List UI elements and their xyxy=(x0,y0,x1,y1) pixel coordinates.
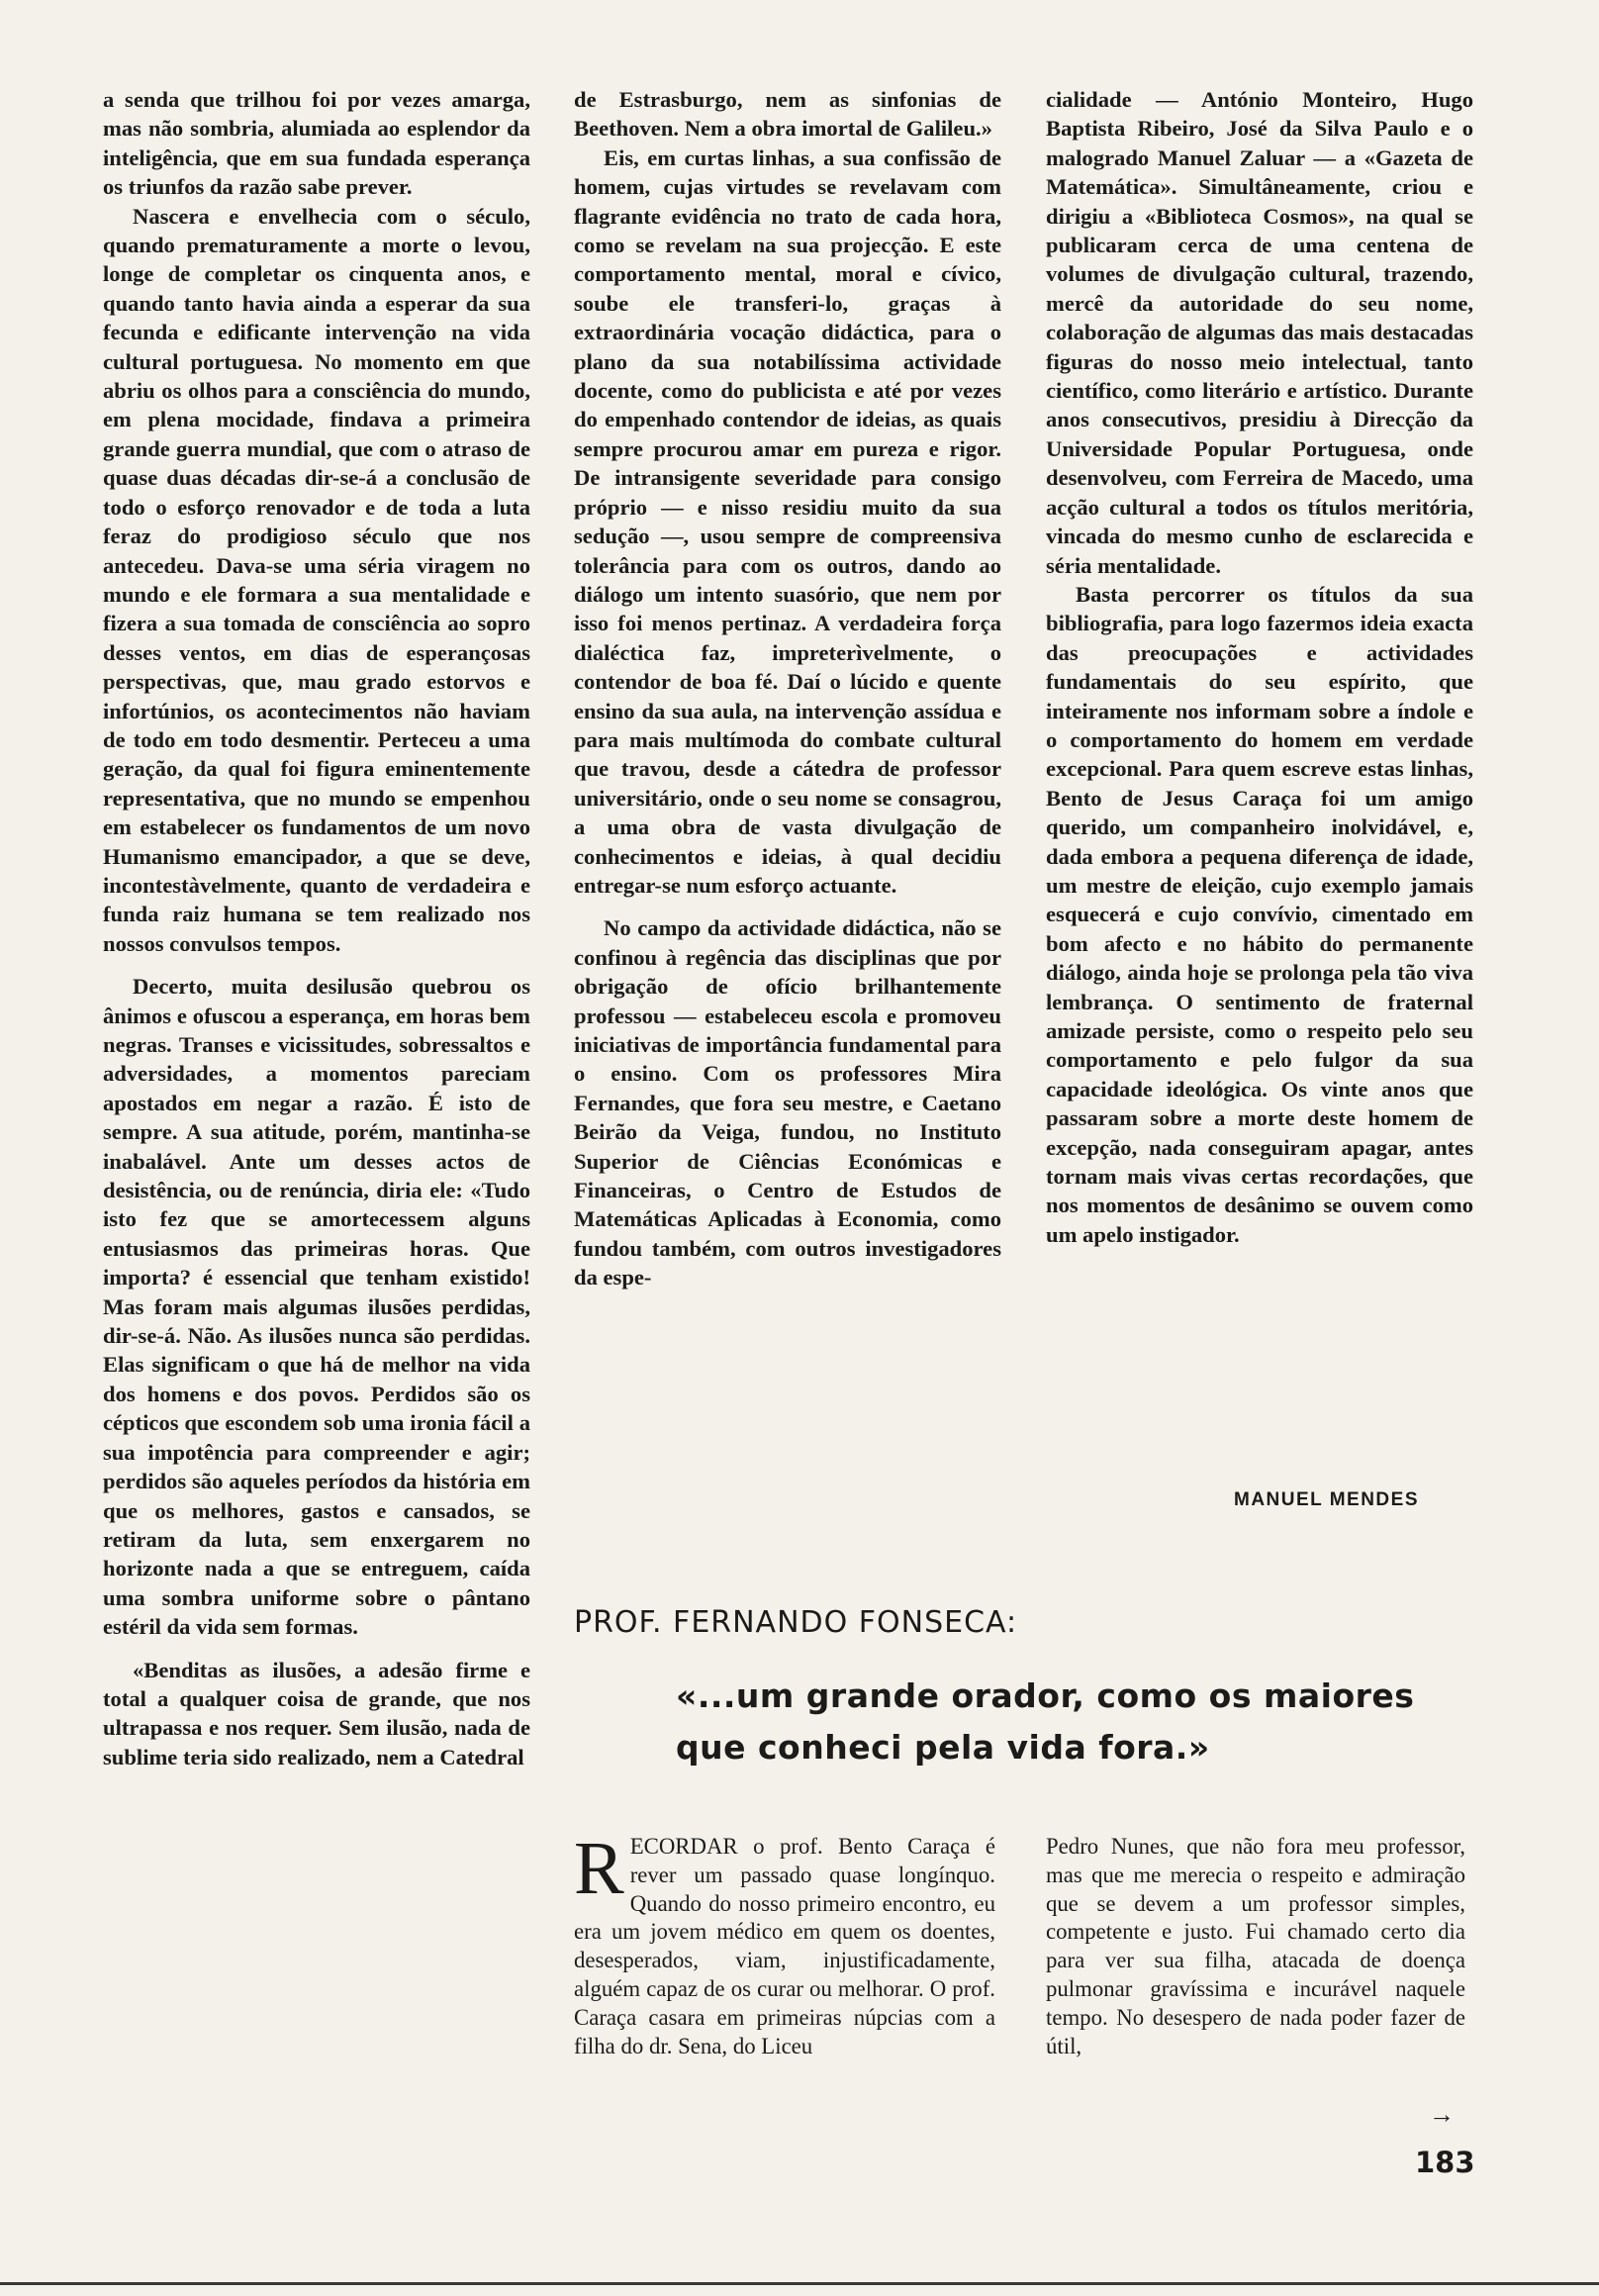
paragraph: Eis, em curtas linhas, a sua confissão de homem, cujas virtudes se revelavam com flagrante evidência no trato de cada hora, como se revelam na sua projecção. E este comportamento mental, moral e cívico, soube ele transferi-lo, graças à extraordinária vocação didáctica, para o plano da sua notabilíssima actividade docente, como do publicista e até por vezes do empenhado contendor de ideias, as quais sempre procurou amar em pureza e rigor. De intransigente severidade para consigo próprio — e nisso residiu muito da sua sedução —, usou sempre de compreensiva tolerância para com os outros, dando ao diálogo um intento suasório, que nem por isso foi menos pertinaz. A verdadeira força dialéctica faz, impreterìvelmente, o contendor de boa fé. Daí o lúcido e quente ensino da sua aula, na intervenção assídua e para mais multímoda do combate cultural que travou, desde a cátedra de professor universitário, onde o seu nome se consagrou, a uma obra de vasta divulgação de conhecimentos e ideias, à qual decidiu entregar-se num esforço actuante. xyxy=(574,144,1001,898)
article-column-2 xyxy=(574,85,1001,1292)
section-kicker: PROF. FERNANDO FONSECA: xyxy=(574,1605,1018,1640)
page-number: 183 xyxy=(1415,2146,1475,2179)
paragraph: Nascera e envelhecia com o século, quando prematuramente a morte o levou, longe de completar os cinquenta anos, e quando tanto havia ainda a esperar da sua fecunda e edificante intervenção na vida cultural portuguesa. No momento em que abriu os olhos para a consciência do mundo, em plena mocidade, findava a primeira grande guerra mundial, que com o atraso de quase duas décadas dir-se-á a conclusão de todo o esforço renovador e de toda a luta feraz do prodigioso século que nos antecedeu. Dava-se uma séria viragem no mundo e ele formara a sua mentalidade e fizera a sua tomada de consciência ao sopro desses ventos, em dias de esperançosas perspectivas, que, mau grado estorvos e infortúnios, os acontecimentos não haviam de todo em todo desmentir. Perteceu a uma geração, da qual foi figura eminentemente representativa, que no mundo se empenhou em estabelecer os fundamentos de um novo Humanismo emancipador, a que se deve, incontestàvelmente, quanto de verdadeira e funda raiz humana se tem realizado nos nossos convulsos tempos. xyxy=(103,203,530,956)
continue-arrow-icon: → xyxy=(1429,2100,1455,2129)
author-signature: MANUEL MENDES xyxy=(1234,1489,1419,1510)
paragraph: «Benditas as ilusões, a adesão firme e total a qualquer coisa de grande, que nos ultrapassa e nos requer. Sem ilusão, nada de sublime teria sido realizado, nem a Catedral xyxy=(103,1657,530,1770)
paragraph: Pedro Nunes, que não fora meu professor, mas que me merecia o respeito e admiração que se devem a um professor simples, competente e justo. Fui chamado certo dia para ver sua filha, atacada de doença pulmonar gravíssima e incurável naquele tempo. No desespero de nada poder fazer de útil, xyxy=(1046,1834,1465,2058)
article-column-1 xyxy=(103,85,530,1771)
pull-quote-line: «...um grande orador, como os maiores xyxy=(676,1676,1415,1715)
paragraph: cialidade — António Monteiro, Hugo Baptista Ribeiro, José da Silva Paulo e o malogrado Manuel Zaluar — a «Gazeta de Matemática». Simultâneamente, criou e dirigiu a «Biblioteca Cosmos», na qual se publicaram cerca de uma centena de volumes de divulgação cultural, trazendo, mercê da autoridade do seu nome, colaboração de algumas das mais destacadas figuras do nosso meio intelectual, tanto científico, como literário e artístico. Durante anos consecutivos, presidiu à Direcção da Universidade Popular Portuguesa, onde desenvolveu, com Ferreira de Macedo, uma acção cultural a todos os títulos meritória, vincada do mesmo cunho de esclarecida e séria mentalidade. xyxy=(1046,87,1473,578)
article-column-3 xyxy=(1046,85,1473,1249)
pull-quote-title xyxy=(676,1671,1428,1773)
drop-cap: R xyxy=(574,1827,624,1910)
paragraph: de Estrasburgo, nem as sinfonias de Beethoven. Nem a obra imortal de Galileu.» xyxy=(574,87,1001,142)
paragraph xyxy=(574,1827,995,2060)
pull-quote-line: que conheci pela vida fora.» xyxy=(676,1728,1210,1767)
interview-column-2 xyxy=(1046,1833,1465,2060)
interview-column-1 xyxy=(574,1827,995,2060)
paragraph-text: ECORDAR o prof. Bento Caraça é rever um passado quase longínquo. Quando do nosso primeiro encontro, eu era um jovem médico em quem os doentes, desesperados, viam, injustificadamente, alguém capaz de os curar ou melhorar. O prof. Caraça casara em primeiras núpcias com a filha do dr. Sena, do Liceu xyxy=(574,1834,995,2058)
paragraph: a senda que trilhou foi por vezes amarga, mas não sombria, alumiada ao esplendor da inteligência, que em sua fundada esperança os triunfos da razão sabe prever. xyxy=(103,87,530,200)
paragraph: Decerto, muita desilusão quebrou os ânimos e ofuscou a esperança, em horas bem negras. Transes e vicissitudes, sobressaltos e adversidades, a momentos pareciam apostados em negar a razão. É isto de sempre. A sua atitude, porém, mantinha-se inabalável. Ante um desses actos de desistência, ou de renúncia, diria ele: «Tudo isto fez que se amortecessem alguns entusiasmos das primeiras horas. Que importa? é essencial que tenham existido! Mas foram mais algumas ilusões perdidas, dir-se-á. Não. As ilusões nunca são perdidas. Elas significam o que há de melhor na vida dos homens e dos povos. Perdidos são os cépticos que escondem sob uma ironia fácil a sua impotência para compreender e agir; perdidos são aqueles períodos da história em que os melhores, gastos e cansados, se retiram da luta, sem enxergarem no horizonte nada a que se entreguem, caída uma sombra uniforme sobre o pântano estéril da vida sem formas. xyxy=(103,974,530,1640)
paragraph: Basta percorrer os títulos da sua bibliografia, para logo fazermos ideia exacta das preocupações e actividades fundamentais do seu espírito, que inteiramente nos informam sobre a índole e o comportamento do homem em verdade excepcional. Para quem escreve estas linhas, Bento de Jesus Caraça foi um amigo querido, um companheiro inolvidável, e, dada embora a pequena diferença de idade, um mestre de eleição, cujo exemplo jamais esquecerá e cujo convívio, cimentado em bom afecto e no hábito do permanente diálogo, ainda hoje se prolonga pela tão viva lembrança. O sentimento de fraternal amizade persiste, como o respeito pelo seu comportamento e pelo fulgor da sua capacidade ideológica. Os vinte anos que passaram sobre a morte deste homem de excepção, nada conseguiram apagar, antes tornam mais vivas certas recordações, que nos momentos de desânimo se ouvem como um apelo instigador. xyxy=(1046,581,1473,1247)
paragraph: No campo da actividade didáctica, não se confinou à regência das disciplinas que por obrigação de ofício brilhantemente professou — estabeleceu escola e promoveu iniciativas de importância fundamental para o ensino. Com os professores Mira Fernandes, que fora seu mestre, e Caetano Beirão da Veiga, fundou, no Instituto Superior de Ciências Económicas e Financeiras, o Centro de Estudos de Matemáticas Aplicadas à Economia, como fundou também, com outros investigadores da espe- xyxy=(574,915,1001,1291)
bottom-rule xyxy=(0,2282,1599,2285)
